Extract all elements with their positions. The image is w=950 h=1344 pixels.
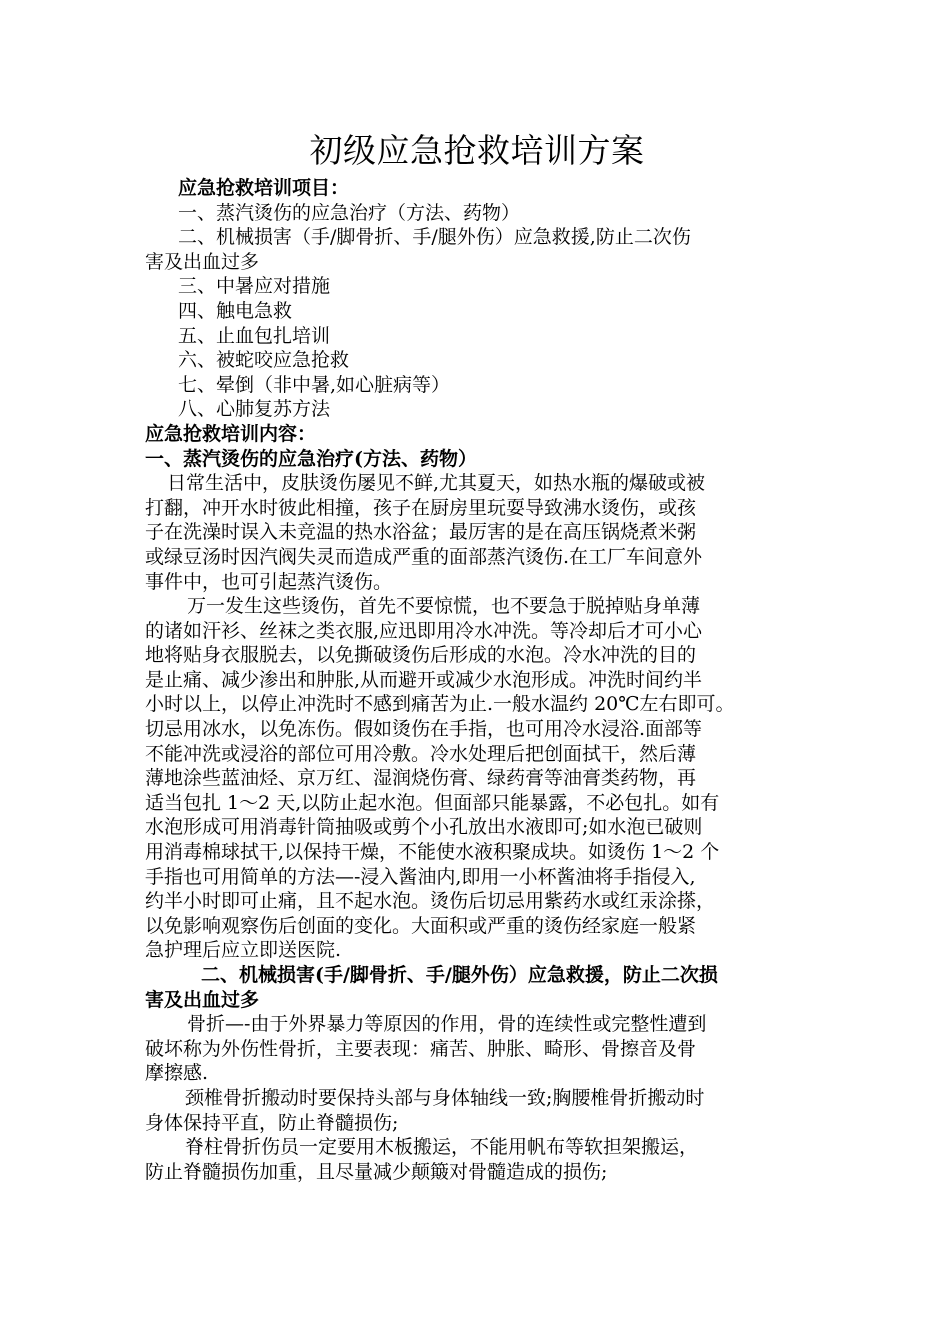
project-item-1: 一、蒸汽烫伤的应急治疗（方法、药物）: [178, 201, 521, 224]
paragraph-line: 水泡形成可用消毒针筒抽吸或剪个小孔放出水液即可;如水泡已破则: [145, 816, 703, 839]
paragraph-4: [145, 1086, 809, 1135]
paragraph-line: 子在洗澡时误入未竞温的热水浴盆；最厉害的是在高压锅烧煮米粥: [145, 521, 697, 544]
paragraph-line: 薄地涂些蓝油烃、京万红、湿润烧伤膏、绿药膏等油膏类药物，再: [145, 767, 697, 790]
section-2-heading-line: 二、机械损害(手/脚骨折、手/腿外伤）应急救援，防止二次损: [201, 964, 718, 986]
paragraph-line: 的诸如汗衫、丝袜之类衣服,应迅即用冷水冲洗。等冷却后才可小心: [145, 619, 703, 642]
paragraph-line: 是止痛、减少渗出和肿胀,从而避开或减少水泡形成。冲洗时间约半: [145, 668, 703, 691]
paragraph-line: 不能冲洗或浸浴的部位可用冷敷。冷水处理后把创面拭干，然后薄: [145, 742, 697, 765]
paragraph-line: 小时以上，以停止冲洗时不感到痛苦为止.一般水温约 20℃左右即可。: [145, 693, 735, 716]
paragraph-3: [145, 1012, 809, 1086]
paragraph-line: 以免影响观察伤后创面的变化。大面积或严重的烫伤经家庭一般紧: [145, 914, 697, 937]
paragraph-line: 身体保持平直，防止脊髓损伤;: [145, 1111, 399, 1134]
paragraph-5: [145, 1135, 809, 1184]
paragraph-line: 颈椎骨折搬动时要保持头部与身体轴线一致;胸腰椎骨折搬动时: [185, 1086, 705, 1109]
paragraph-line: 约半小时即可止痛，且不起水泡。烫伤后切忌用紫药水或红汞涂搽，: [145, 890, 716, 913]
paragraph-line: 破坏称为外伤性骨折，主要表现：痛苦、肿胀、畸形、骨擦音及骨: [145, 1037, 697, 1060]
content-heading: 应急抢救培训内容：: [145, 422, 317, 445]
section-1-heading: 一、蒸汽烫伤的应急治疗(方法、药物）: [145, 447, 477, 470]
paragraph-2: [145, 594, 809, 963]
section-2-heading: [145, 963, 809, 1012]
project-item-7: 七、晕倒（非中暑,如心脏病等）: [178, 373, 451, 396]
paragraph-line: 事件中，也可引起蒸汽烫伤。: [145, 570, 393, 593]
paragraph-line: 打翻，冲开水时彼此相撞，孩子在厨房里玩耍导致沸水烫伤，或孩: [145, 496, 697, 519]
paragraph-line: 脊柱骨折伤员一定要用木板搬运，不能用帆布等软担架搬运，: [185, 1136, 699, 1159]
project-item-6: 六、被蛇咬应急抢救: [178, 349, 350, 372]
project-item-5: 五、止血包扎培训: [178, 324, 331, 347]
paragraph-line: 用消毒棉球拭干,以保持干燥，不能使水液积聚成块。如烫伤 1～2 个: [145, 841, 720, 864]
paragraph-line: 日常生活中，皮肤烫伤屡见不鲜,尤其夏天，如热水瓶的爆破或被: [167, 472, 706, 495]
project-item-3: 三、中暑应对措施: [178, 275, 331, 298]
paragraph-line: 万一发生这些烫伤，首先不要惊慌，也不要急于脱掉贴身单薄: [187, 595, 701, 618]
paragraph-line: 地将贴身衣服脱去，以免撕破烫伤后形成的水泡。冷水冲洗的目的: [145, 644, 697, 667]
paragraph-line: 骨折—-由于外界暴力等原因的作用，骨的连续性或完整性遭到: [187, 1013, 707, 1036]
project-item-4: 四、触电急救: [178, 299, 293, 322]
document-page: [145, 128, 809, 1184]
section-2-heading-line: 害及出血过多: [145, 988, 260, 1011]
projects-heading: 应急抢救培训项目：: [178, 177, 350, 199]
paragraph-line: 防止脊髓损伤加重，且尽量减少颠簸对骨髓造成的损伤;: [145, 1160, 608, 1183]
project-item-8: 八、心肺复苏方法: [178, 398, 331, 421]
project-item-2-continued: 害及出血过多: [145, 250, 260, 273]
document-title: 初级应急抢救培训方案: [309, 131, 645, 170]
paragraph-line: 摩擦感.: [145, 1062, 209, 1085]
paragraph-1: [145, 471, 809, 594]
paragraph-line: 急护理后应立即送医院.: [145, 939, 342, 962]
paragraph-line: 适当包扎 1～2 天,以防止起水泡。但面部只能暴露，不必包扎。如有: [145, 791, 720, 814]
paragraph-line: 或绿豆汤时因汽阀失灵而造成严重的面部蒸汽烫伤.在工厂车间意外: [145, 545, 703, 568]
paragraph-line: 切忌用冰水，以免冻伤。假如烫伤在手指，也可用冷水浸浴.面部等: [145, 718, 703, 741]
project-item-2: 二、机械损害（手/脚骨折、手/腿外伤）应急救援,防止二次伤: [178, 226, 691, 249]
paragraph-line: 手指也可用简单的方法—-浸入酱油内,即用一小杯酱油将手指侵入,: [145, 865, 696, 888]
